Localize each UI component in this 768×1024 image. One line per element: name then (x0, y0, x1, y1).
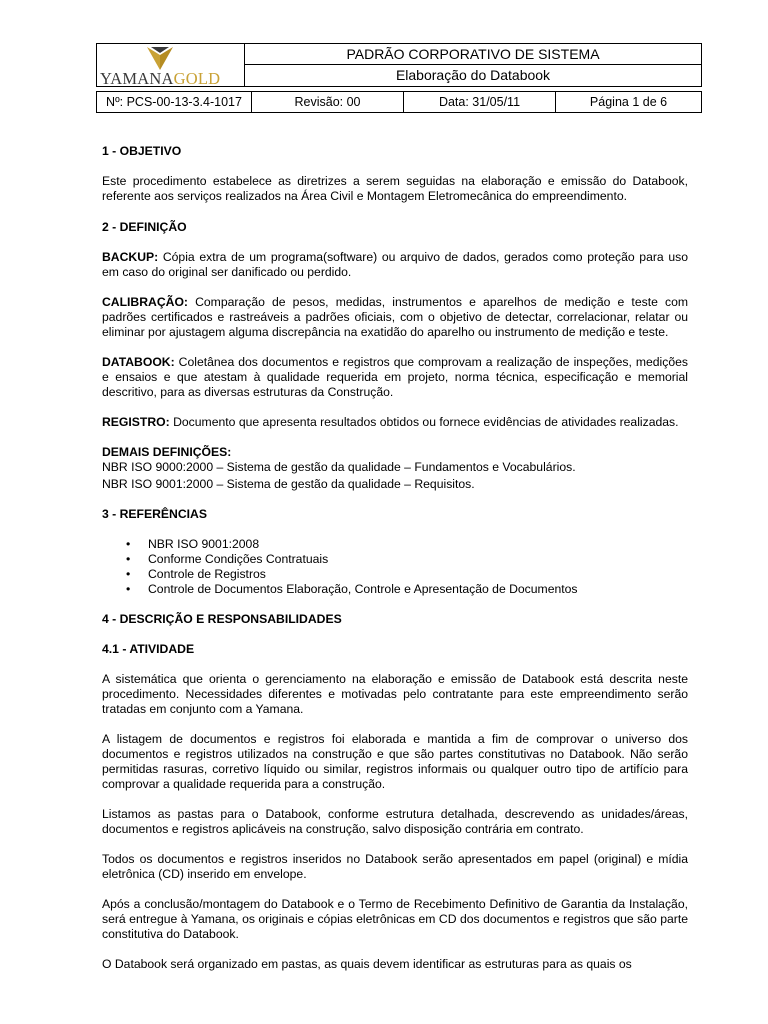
logo-cell (96, 43, 245, 87)
definition-backup (102, 250, 688, 280)
document-page-number: Página 1 de 6 (589, 95, 668, 109)
paragraph: A listagem de documentos e registros foi elaborada e mantida a fim de comprovar o universo dos documentos e registros utilizados na construção e que são partes constitutivas no Databook. Não serão permitidas rasuras, corretivo líquido ou similar, registros informais ou qualquer outro tipo de artifício para comprovar a qualidade requerida para a construção. (102, 732, 688, 791)
subsection-heading: DEMAIS DEFINIÇÕES: (102, 445, 232, 459)
paragraph: Todos os documentos e registros inseridos no Databook serão apresentados em papel (original) e mídia eletrônica (CD) inserido em envelope. (102, 852, 688, 881)
list-item: • Conforme Condições Contratuais (102, 552, 688, 567)
document-subtitle: Elaboração do Databook (244, 64, 702, 87)
document-date: Data: 31/05/11 (438, 95, 521, 109)
definition-text: Comparação de pesos, medidas, instrumentos e aparelhos de medição e teste com padrões certificados e rastreáveis a padrões oficiais, com o objetivo de detectar, correlacionar, relatar ou eliminar por ajustagem alguma discrepância na exatidão do aparelho ou instrumento de medição e teste. (102, 295, 688, 339)
definition-line: NBR ISO 9001:2000 – Sistema de gestão da qualidade – Requisitos. (102, 477, 475, 491)
definition-registro (102, 415, 688, 430)
document-body (102, 144, 688, 972)
section-heading: 3 - REFERÊNCIAS (102, 507, 207, 521)
definition-line: NBR ISO 9000:2000 – Sistema de gestão da qualidade – Fundamentos e Vocabulários. (102, 460, 576, 474)
document-number: Nº: PCS-00-13-3.4-1017 (106, 95, 242, 109)
document-revision: Revisão: 00 (294, 95, 361, 109)
references-list (102, 537, 688, 597)
paragraph: Após a conclusão/montagem do Databook e o Termo de Recebimento Definitivo de Garantia da Instalação, será entregue à Yamana, os originais e cópias eletrônicas em CD dos documentos e registros que são parte constitutiva do Databook. (102, 897, 688, 941)
definition-calibracao (102, 295, 688, 340)
section-heading: 2 - DEFINIÇÃO (102, 220, 187, 234)
yamana-logo-icon (147, 47, 173, 70)
document-header (96, 43, 702, 113)
definition-text: Cópia extra de um programa(software) ou arquivo de dados, gerados como proteção para uso em caso do original ser danificado ou perdido. (102, 250, 688, 279)
list-item: • Controle de Registros (102, 567, 688, 582)
section-heading: 4 - DESCRIÇÃO E RESPONSABILIDADES (102, 612, 342, 626)
list-item: • Controle de Documentos Elaboração, Controle e Apresentação de Documentos (102, 582, 688, 597)
paragraph: Este procedimento estabelece as diretrizes a serem seguidas na elaboração e emissão do Databook, referente aos serviços realizados na Área Civil e Montagem Eletromecânica do empreendimento. (102, 174, 688, 203)
document-meta-row (96, 91, 702, 113)
subsection-heading: 4.1 - ATIVIDADE (102, 642, 195, 656)
paragraph: A sistemática que orienta o gerenciamento na elaboração e emissão de Databook está descrita neste procedimento. Necessidades diferentes e motivadas pelo contratante para este empreendimento serão tratadas em conjunto com a Yamana. (102, 672, 688, 716)
paragraph: O Databook será organizado em pastas, as quais devem identificar as estruturas para as quais os (102, 957, 632, 971)
list-item: • NBR ISO 9001:2008 (102, 537, 688, 552)
definition-text: Documento que apresenta resultados obtidos ou fornece evidências de atividades realizadas. (169, 415, 679, 429)
definition-term: REGISTRO: (102, 415, 170, 429)
paragraph: Listamos as pastas para o Databook, conforme estrutura detalhada, descrevendo as unidades/áreas, documentos e registros aplicáveis na construção, salvo disposição contrária em contrato. (102, 807, 688, 836)
section-heading: 1 - OBJETIVO (102, 144, 182, 158)
definition-term: BACKUP: (102, 250, 159, 264)
definition-text: Coletânea dos documentos e registros que comprovam a realização de inspeções, medições e ensaios e que atestam à qualidade requerida em projeto, norma técnica, especificação e memorial descritivo, para as diversas estruturas da Construção. (102, 355, 688, 399)
definition-term: DATABOOK: (102, 355, 175, 369)
logo-wordmark: YAMANAGOLD (100, 69, 221, 88)
definition-databook (102, 355, 688, 400)
definition-term: CALIBRAÇÃO: (102, 295, 188, 309)
document-title: PADRÃO CORPORATIVO DE SISTEMA (244, 43, 702, 65)
